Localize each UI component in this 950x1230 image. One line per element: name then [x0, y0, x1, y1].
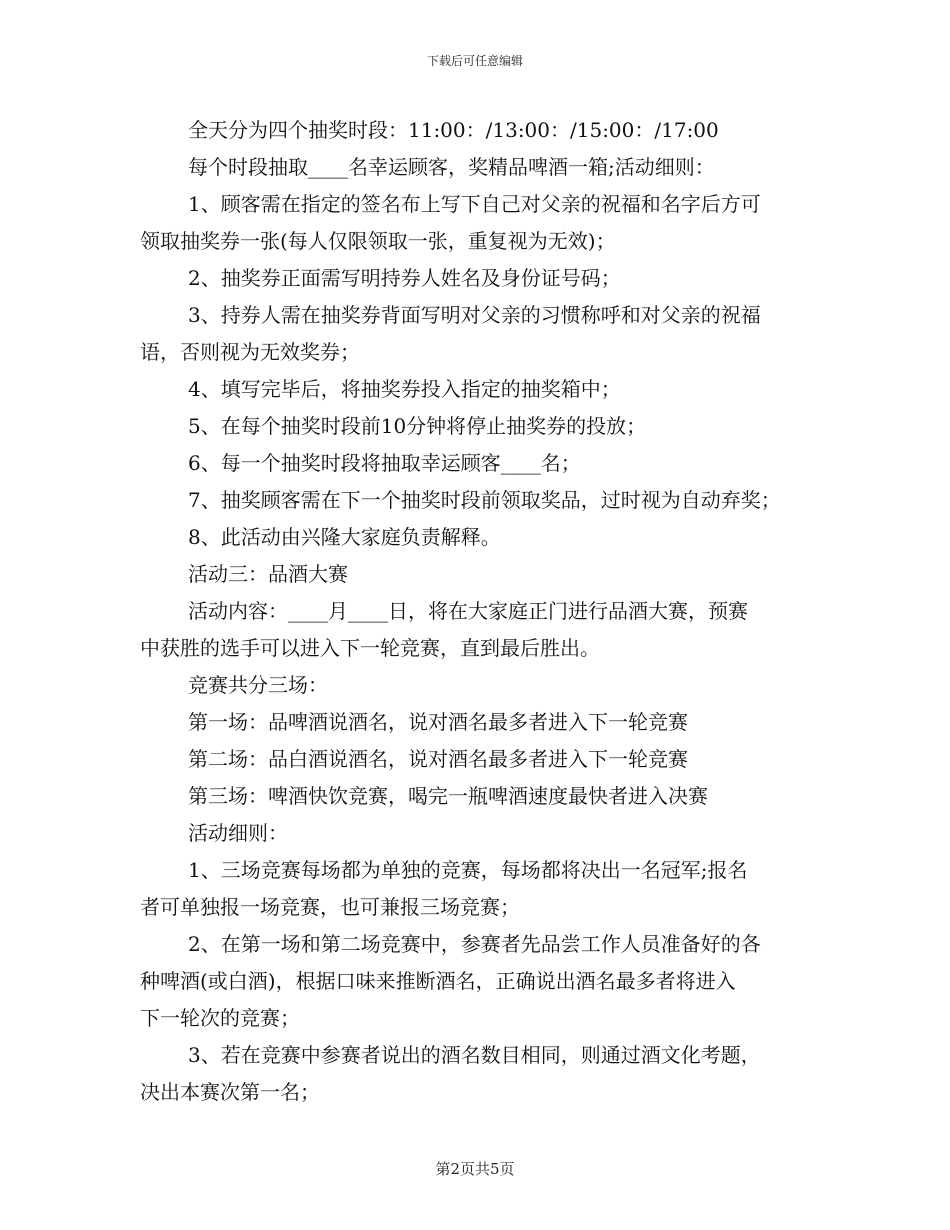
text-line: 6、每一个抽奖时段将抽取幸运顾客____名； [188, 451, 581, 475]
paragraph-rule-4 [140, 371, 820, 408]
paragraph-draw-times [140, 112, 820, 149]
paragraph-round-1 [140, 704, 820, 741]
text-line: 第三场：啤酒快饮竞赛，喝完一瓶啤酒速度最快者进入决赛 [188, 784, 708, 808]
text-line: 2、抽奖券正面需写明持券人姓名及身份证号码； [188, 266, 621, 290]
paragraph-contest-rule-3 [140, 1037, 820, 1111]
paragraph-rule-2 [140, 260, 820, 297]
text-line: 7、抽奖顾客需在下一个抽奖时段前领取奖品，过时视为自动弃奖； [188, 488, 781, 512]
paragraph-rule-1 [140, 186, 820, 260]
paragraph-rule-8 [140, 519, 820, 556]
page-header: 下载后可任意编辑 [426, 54, 523, 68]
text-line: 第二场：品白酒说酒名，说对酒名最多者进入下一轮竞赛 [188, 747, 688, 771]
paragraph-prize [140, 149, 820, 186]
text-line: 者可单独报一场竞赛，也可兼报三场竞赛； [140, 895, 520, 919]
text-line: 活动内容：____月____日，将在大家庭正门进行品酒大赛，预赛 [188, 599, 748, 623]
text-line: 1、三场竞赛每场都为单独的竞赛，每场都将决出一名冠军;报名 [188, 858, 748, 882]
text-line: 竞赛共分三场： [188, 673, 328, 697]
text-line: 3、若在竞赛中参赛者说出的酒名数目相同，则通过酒文化考题， [188, 1043, 761, 1067]
paragraph-activity-content [140, 593, 820, 667]
document-body [140, 112, 820, 1111]
paragraph-rule-7 [140, 482, 820, 519]
text-line: 8、此活动由兴隆大家庭负责解释。 [188, 525, 501, 549]
paragraph-round-2 [140, 741, 820, 778]
text-line: 下一轮次的竞赛； [140, 1006, 300, 1030]
paragraph-rules-heading [140, 815, 820, 852]
text-line: 种啤酒(或白酒)，根据口味来推断酒名，正确说出酒名最多者将进入 [140, 969, 736, 993]
text-line: 活动细则： [188, 821, 288, 845]
paragraph-three-rounds [140, 667, 820, 704]
paragraph-rule-3 [140, 297, 820, 371]
text-line: 全天分为四个抽奖时段：11:00：/13:00：/15:00：/17:00 [188, 118, 719, 142]
text-line: 1、顾客需在指定的签名布上写下自己对父亲的祝福和名字后方可 [188, 192, 761, 216]
text-line: 活动三：品酒大赛 [188, 562, 348, 586]
text-line: 5、在每个抽奖时段前10分钟将停止抽奖券的投放； [188, 414, 647, 438]
paragraph-rule-5 [140, 408, 820, 445]
text-line: 第一场：品啤酒说酒名，说对酒名最多者进入下一轮竞赛 [188, 710, 688, 734]
paragraph-contest-rule-2 [140, 926, 820, 1037]
text-line: 每个时段抽取____名幸运顾客，奖精品啤酒一箱;活动细则： [188, 155, 715, 179]
text-line: 2、在第一场和第二场竞赛中，参赛者先品尝工作人员准备好的各 [188, 932, 761, 956]
text-line: 3、持券人需在抽奖券背面写明对父亲的习惯称呼和对父亲的祝福 [188, 303, 761, 327]
paragraph-rule-6 [140, 445, 820, 482]
section-heading-activity-3 [140, 556, 820, 593]
text-line: 中获胜的选手可以进入下一轮竞赛，直到最后胜出。 [140, 636, 600, 660]
paragraph-contest-rule-1 [140, 852, 820, 926]
page-footer: 第2页共5页 [435, 1160, 515, 1178]
text-line: 决出本赛次第一名； [140, 1080, 320, 1104]
paragraph-round-3 [140, 778, 820, 815]
text-line: 领取抽奖券一张(每人仅限领取一张，重复视为无效)； [140, 229, 616, 253]
text-line: 语，否则视为无效奖券； [140, 340, 360, 364]
text-line: 4、填写完毕后，将抽奖券投入指定的抽奖箱中； [188, 377, 621, 401]
